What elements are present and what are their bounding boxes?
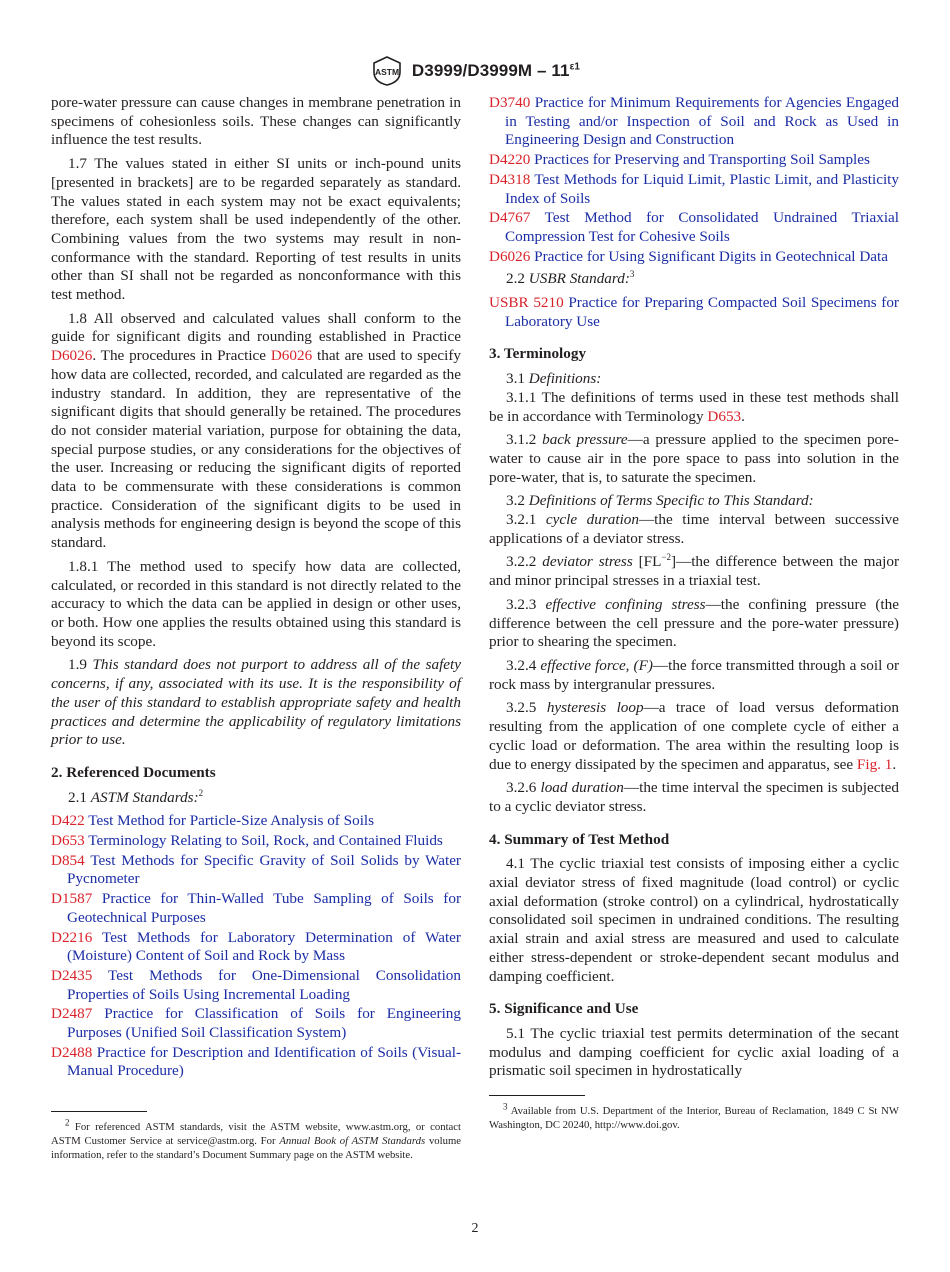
footnote-divider <box>51 1111 147 1112</box>
astm-logo-icon <box>370 56 404 86</box>
paragraph-3-2-1: 3.2.1 cycle duration—the time interval between successive applications of a deviator stress. <box>489 511 899 547</box>
reference-d2216[interactable]: D2216 Test Methods for Laboratory Determination of Water (Moisture) Content of Soil and Rock by Mass <box>51 928 461 965</box>
paragraph-1-8-1: 1.8.1 The method used to specify how data are collected, calculated, or recorded in this standard is not directly related to the accuracy to which the data can be applied in design or other uses, or both. How one applies the results obtained using this standard is beyond its scope. <box>51 557 461 650</box>
reference-d1587[interactable]: D1587 Practice for Thin-Walled Tube Sampling of Soils for Geotechnical Purposes <box>51 890 461 926</box>
link-fig-1[interactable]: Fig. 1 <box>856 755 893 773</box>
paragraph-3-1: 3.1 Definitions: <box>506 370 602 388</box>
footnote-divider-right <box>489 1095 585 1096</box>
section-heading-referenced-documents: 2. Referenced Documents <box>51 763 216 781</box>
logo-text: ASTM <box>374 67 399 77</box>
reference-d854[interactable]: D854 Test Methods for Specific Gravity of Soil Solids by Water Pycnometer <box>51 851 461 888</box>
section-heading-significance: 5. Significance and Use <box>489 1000 639 1018</box>
paragraph-3-2-4: 3.2.4 effective force, (F)—the force transmitted through a soil or rock mass by intergranular pressures. <box>489 656 900 693</box>
paragraph-3-2-5: 3.2.5 hysteresis loop—a trace of load versus deformation resulting from the application of one complete cycle of either a cyclic load or deformation. The area within the resulting loop is due to energy dissipated by the specimen and apparatus, see Fig. 1. <box>489 699 899 773</box>
section-heading-summary: 4. Summary of Test Method <box>489 830 670 848</box>
link-d6026-2[interactable]: D6026 <box>270 347 313 365</box>
paragraph-1-9: 1.9 This standard does not purport to address all of the safety concerns, if any, associated with its use. It is the responsibility of the user of this standard to establish appropriate safety and health practices and determine the applicability of regulatory limitations prior to use. <box>51 656 462 749</box>
paragraph-1-8: 1.8 All observed and calculated values shall conform to the guide for significant digits and rounding established in Practice D6026. The procedures in Practice D6026 that are used to specify how data are collected, recorded, and calculated are regarded as the industry standard. In addition, they are representative of the significant digits that should generally be retained. The procedures do not consider material variation, purpose for obtaining the data, special purpose studies, or any considerations for the objectives of the user. Increasing or reducing the significant digits of reported data to be commensurate with these considerations is common practice. Consideration of the significant digits to be used in analysis methods for engineering design is beyond the scope of this standard. <box>51 309 462 552</box>
paragraph-3-1-1: 3.1.1 The definitions of terms used in these test methods shall be in accordance with Terminology D653. <box>489 388 899 425</box>
left-column <box>51 94 461 1162</box>
paragraph-1-7: 1.7 The values stated in either SI units or inch-pound units [presented in brackets] are to be regarded separately as standard. The values stated in each system may not be exact equivalents; therefore, each system shall be used independently of the other. Combining values from the two systems may result in non-conformance with the standard. Reporting of test results in units other than SI shall not be regarded as nonconformance with this test method. <box>51 155 461 304</box>
footnote-2: $^2$ For referenced ASTM standards, visit the ASTM website, www.astm.org, or contact ASTM Customer Service at service@astm.org. For Annual Book of ASTM Standards volume information, refer to the standard’s Document Summary page on the ASTM website. <box>51 1117 462 1162</box>
paragraph-3-2: 3.2 Definitions of Terms Specific to This Standard: <box>506 492 814 510</box>
paragraph-3-2-3: 3.2.3 effective confining stress—the confining pressure (the difference between the cell pressure and the pore-water pressure) prior to shearing the specimen. <box>489 595 899 651</box>
reference-d6026[interactable]: D6026 Practice for Using Significant Digits in Geotechnical Data <box>489 247 888 265</box>
link-d653[interactable]: D653 <box>707 407 742 425</box>
reference-d653[interactable]: D653 Terminology Relating to Soil, Rock, and Contained Fluids <box>51 832 443 850</box>
paragraph-3-2-6: 3.2.6 load duration—the time interval the specimen is subjected to a cyclic deviator stress. <box>489 779 900 815</box>
document-designation: $D3999/D3999M - 11^{\varepsilon 1}$ <box>411 61 581 80</box>
reference-usbr-5210[interactable]: USBR 5210 Practice for Preparing Compacted Soil Specimens for Laboratory Use <box>489 294 899 330</box>
paragraph-3-2-2: 3.2.2 deviator stress $[FL^{-2}]—the$ difference between the major and minor principal stresses in a triaxial test. <box>489 552 900 590</box>
paragraph-2-2: 2.2 USBR Standard:$^3$ <box>506 269 635 288</box>
page-number: 2 <box>471 1221 479 1236</box>
reference-d4318[interactable]: D4318 Test Methods for Liquid Limit, Plastic Limit, and Plasticity Index of Soils <box>489 170 899 207</box>
footnote-3: $^3$ Available from U.S. Department of the Interior, Bureau of Reclamation, 1849 C St NW Washington, DC 20240, http://www.doi.gov. <box>489 1101 899 1132</box>
paragraph-4-1: 4.1 The cyclic triaxial test consists of imposing either a cyclic axial deviator stress of fixed magnitude (load control) or cyclic axial deformation (stroke control) on a cylindrical, hydrostatically consolidated soil specimen in undrained conditions. The resulting axial strain and axial stress are measured and used to calculate either stress-dependent or stroke-dependent secant modulus and damping coefficient. <box>489 855 899 985</box>
paragraph-5-1: 5.1 The cyclic triaxial test permits determination of the secant modulus and damping coefficient for cyclic axial loading of a prismatic soil specimen in hydrostatically <box>489 1024 899 1080</box>
reference-d4767[interactable]: D4767 Test Method for Consolidated Undrained Triaxial Compression Test for Cohesive Soils <box>489 209 899 245</box>
reference-d3740[interactable]: D3740 Practice for Minimum Requirements for Agencies Engaged in Testing and/or Inspection of Soil and Rock as Used in Engineering Design and Construction <box>489 94 899 149</box>
paragraph-3-1-2: 3.1.2 back pressure—a pressure applied to the specimen pore-water to cause air in the pore space to pass into solution in the pore-water, that is, to saturate the specimen. <box>489 431 899 486</box>
page-header <box>0 56 950 91</box>
reference-d2488[interactable]: D2488 Practice for Description and Identification of Soils (Visual-Manual Procedure) <box>51 1043 462 1080</box>
right-column <box>489 94 899 1132</box>
reference-d2435[interactable]: D2435 Test Methods for One-Dimensional Consolidation Properties of Soils Using Incremental Loading <box>51 966 461 1003</box>
section-heading-terminology: 3. Terminology <box>489 345 587 363</box>
reference-d2487[interactable]: D2487 Practice for Classification of Soils for Engineering Purposes (Unified Soil Classification System) <box>51 1005 461 1042</box>
paragraph-2-1: 2.1 ASTM Standards:$^2$ <box>68 787 204 806</box>
link-d6026[interactable]: D6026 <box>51 347 93 365</box>
reference-d422[interactable]: D422 Test Method for Particle-Size Analysis of Soils <box>51 812 375 830</box>
reference-d4220[interactable]: D4220 Practices for Preserving and Transporting Soil Samples <box>489 151 870 169</box>
paragraph-continued: pore-water pressure can cause changes in membrane penetration in specimens of cohesionless soils. These changes can significantly influence the test results. <box>51 94 461 149</box>
